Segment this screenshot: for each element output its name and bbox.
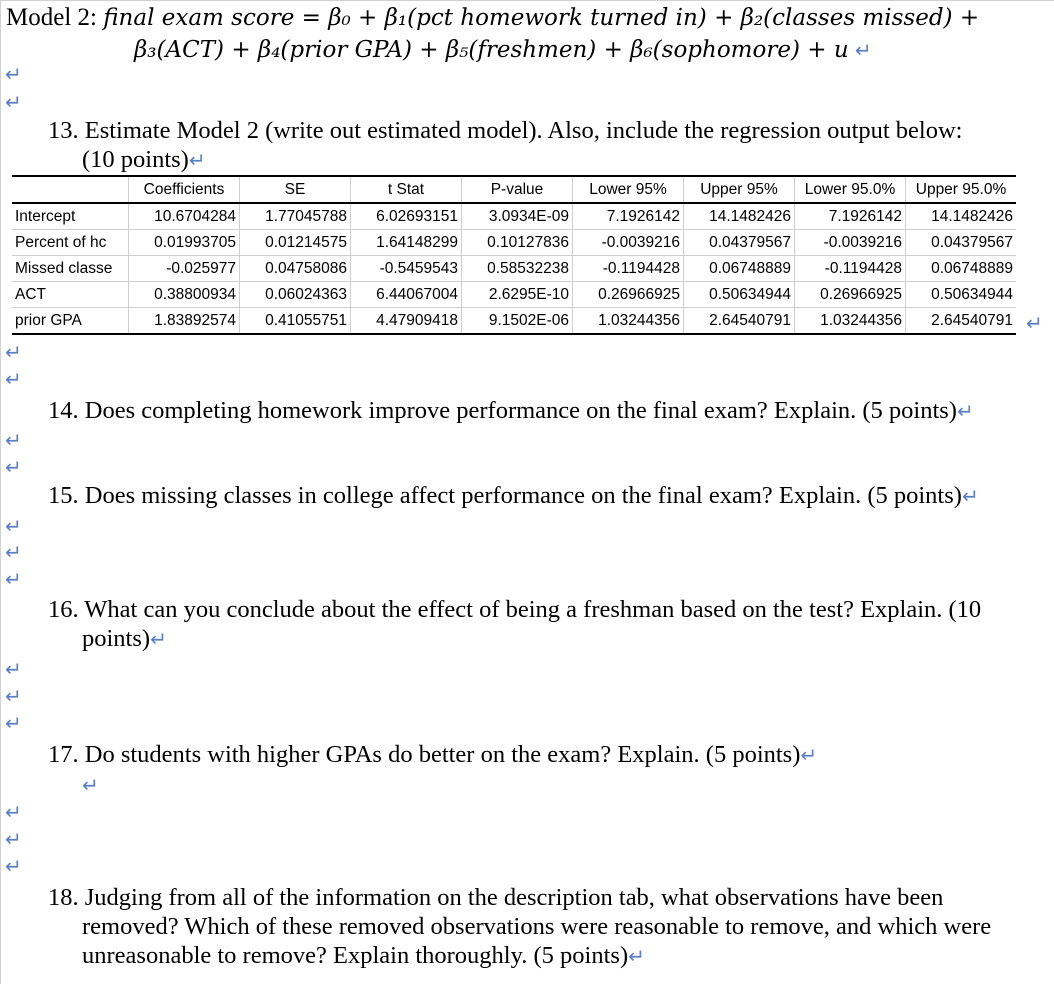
table-cell: 7.1926142 bbox=[795, 203, 906, 230]
table-cell: 6.02693151 bbox=[351, 203, 462, 230]
table-header-cell: t Stat bbox=[351, 176, 462, 203]
question-18 bbox=[48, 883, 991, 971]
table-cell: 1.03244356 bbox=[795, 308, 906, 335]
table-cell: 0.01214575 bbox=[240, 230, 351, 256]
table-cell: 14.1482426 bbox=[684, 203, 795, 230]
row-label: Missed classe bbox=[12, 256, 129, 282]
table-header-cell: Lower 95.0% bbox=[795, 176, 906, 203]
paragraph-mark-icon: ↵ bbox=[961, 484, 979, 508]
table-cell: 0.10127836 bbox=[462, 230, 573, 256]
table-cell: 0.26966925 bbox=[795, 282, 906, 308]
table-cell: 0.06748889 bbox=[906, 256, 1017, 282]
paragraph-mark-icon: ↵ bbox=[5, 684, 22, 708]
model-label: Model 2: bbox=[6, 4, 97, 31]
question-14 bbox=[48, 396, 974, 426]
table-cell: 1.83892574 bbox=[129, 308, 240, 335]
table-cell: 0.01993705 bbox=[129, 230, 240, 256]
table-cell: -0.0039216 bbox=[795, 230, 906, 256]
paragraph-mark-icon: ↵ bbox=[628, 944, 645, 968]
paragraph-mark-icon: ↵ bbox=[5, 540, 22, 564]
model-equation-line2: β₃(ACT) + β₄(prior GPA) + β₅(freshmen) + β₆(sophomore) + u bbox=[134, 37, 849, 63]
table-cell: 3.0934E-09 bbox=[462, 203, 573, 230]
table-cell: 0.06024363 bbox=[240, 282, 351, 308]
table-cell: 6.44067004 bbox=[351, 282, 462, 308]
page-top-border bbox=[0, 0, 1054, 1]
question-18-line1: 18. Judging from all of the information on the description tab, what observations have been bbox=[48, 884, 944, 911]
paragraph-mark-icon: ↵ bbox=[5, 854, 22, 878]
paragraph-mark-icon: ↵ bbox=[800, 743, 818, 767]
table-cell: 0.38800934 bbox=[129, 282, 240, 308]
table-header-cell: SE bbox=[240, 176, 351, 203]
paragraph-mark-icon: ↵ bbox=[5, 455, 22, 479]
table-cell: -0.5459543 bbox=[351, 256, 462, 282]
paragraph-mark-icon: ↵ bbox=[854, 38, 872, 62]
table-cell: -0.1194428 bbox=[573, 256, 684, 282]
table-row bbox=[12, 256, 1016, 282]
table-row bbox=[12, 230, 1016, 256]
table-cell: 2.64540791 bbox=[906, 308, 1017, 335]
table-header-cell: Upper 95% bbox=[684, 176, 795, 203]
table-cell: 0.04379567 bbox=[906, 230, 1017, 256]
paragraph-mark-icon: ↵ bbox=[5, 657, 22, 681]
model-equation-line1: final exam score = β₀ + β₁(pct homework turned in) + β₂(classes missed) + bbox=[103, 5, 980, 31]
paragraph-mark-icon: ↵ bbox=[5, 711, 22, 735]
paragraph-mark-icon: ↵ bbox=[150, 627, 167, 651]
table-row bbox=[12, 203, 1016, 230]
table-cell: 14.1482426 bbox=[906, 203, 1017, 230]
table-cell: 7.1926142 bbox=[573, 203, 684, 230]
table-cell: 9.1502E-06 bbox=[462, 308, 573, 335]
row-label: prior GPA bbox=[12, 308, 129, 335]
table-cell: 10.6704284 bbox=[129, 203, 240, 230]
row-label: ACT bbox=[12, 282, 129, 308]
paragraph-mark-icon: ↵ bbox=[1026, 311, 1043, 335]
table-cell: 2.64540791 bbox=[684, 308, 795, 335]
table-cell: 0.58532238 bbox=[462, 256, 573, 282]
row-label: Percent of hc bbox=[12, 230, 129, 256]
table-cell: -0.1194428 bbox=[795, 256, 906, 282]
table-cell: 0.04379567 bbox=[684, 230, 795, 256]
table-cell: 1.03244356 bbox=[573, 308, 684, 335]
table-cell: 1.77045788 bbox=[240, 203, 351, 230]
table-cell: -0.025977 bbox=[129, 256, 240, 282]
table-header-row bbox=[12, 176, 1016, 203]
paragraph-mark-icon: ↵ bbox=[5, 514, 22, 538]
paragraph-mark-icon: ↵ bbox=[5, 367, 22, 391]
table-header-cell: Coefficients bbox=[129, 176, 240, 203]
table-header-cell: P-value bbox=[462, 176, 573, 203]
question-16 bbox=[48, 595, 981, 654]
question-15 bbox=[48, 481, 979, 511]
question-16-line1: 16. What can you conclude about the effect of being a freshman based on the test? Explain. (10 bbox=[48, 596, 982, 623]
question-14-text: 14. Does completing homework improve performance on the final exam? Explain. (5 points) bbox=[48, 397, 957, 424]
paragraph-mark-icon: ↵ bbox=[5, 340, 22, 364]
question-13-line1: 13. Estimate Model 2 (write out estimated model). Also, include the regression output below: bbox=[48, 117, 963, 144]
table-cell: 4.47909418 bbox=[351, 308, 462, 335]
paragraph-mark-icon: ↵ bbox=[82, 773, 99, 797]
table-cell: 0.50634944 bbox=[684, 282, 795, 308]
question-18-line3: unreasonable to remove? Explain thoroughly. (5 points) bbox=[82, 942, 629, 969]
table-cell: 0.41055751 bbox=[240, 308, 351, 335]
table-row bbox=[12, 282, 1016, 308]
question-17-text: 17. Do students with higher GPAs do better on the exam? Explain. (5 points) bbox=[48, 741, 801, 768]
question-18-line2: removed? Which of these removed observations were reasonable to remove, and which were bbox=[82, 913, 992, 940]
question-13 bbox=[48, 116, 963, 175]
table-cell: 0.04758086 bbox=[240, 256, 351, 282]
table-cell: 1.64148299 bbox=[351, 230, 462, 256]
paragraph-mark-icon: ↵ bbox=[5, 827, 22, 851]
question-15-text: 15. Does missing classes in college affect performance on the final exam? Explain. (5 points) bbox=[48, 482, 962, 509]
regression-output-table bbox=[12, 175, 1016, 335]
paragraph-mark-icon: ↵ bbox=[188, 148, 206, 172]
paragraph-mark-icon: ↵ bbox=[5, 800, 22, 824]
table-header-cell: Upper 95.0% bbox=[906, 176, 1017, 203]
paragraph-mark-icon: ↵ bbox=[956, 399, 974, 423]
table-cell: 0.26966925 bbox=[573, 282, 684, 308]
paragraph-mark-icon: ↵ bbox=[5, 567, 22, 591]
paragraph-mark-icon: ↵ bbox=[5, 428, 22, 452]
table-cell: 2.6295E-10 bbox=[462, 282, 573, 308]
question-16-line2: points) bbox=[82, 625, 151, 652]
page-left-border bbox=[0, 0, 1, 984]
table-cell: -0.0039216 bbox=[573, 230, 684, 256]
table-row bbox=[12, 308, 1016, 335]
question-17 bbox=[48, 740, 817, 800]
table-header-cell: Lower 95% bbox=[573, 176, 684, 203]
model-equation bbox=[6, 2, 979, 66]
table-cell: 0.06748889 bbox=[684, 256, 795, 282]
question-13-line2: (10 points) bbox=[82, 146, 189, 173]
table-cell: 0.50634944 bbox=[906, 282, 1017, 308]
row-label: Intercept bbox=[12, 203, 129, 230]
paragraph-mark-icon: ↵ bbox=[5, 62, 22, 86]
paragraph-mark-icon: ↵ bbox=[5, 90, 22, 114]
table-header-cell bbox=[12, 176, 129, 203]
